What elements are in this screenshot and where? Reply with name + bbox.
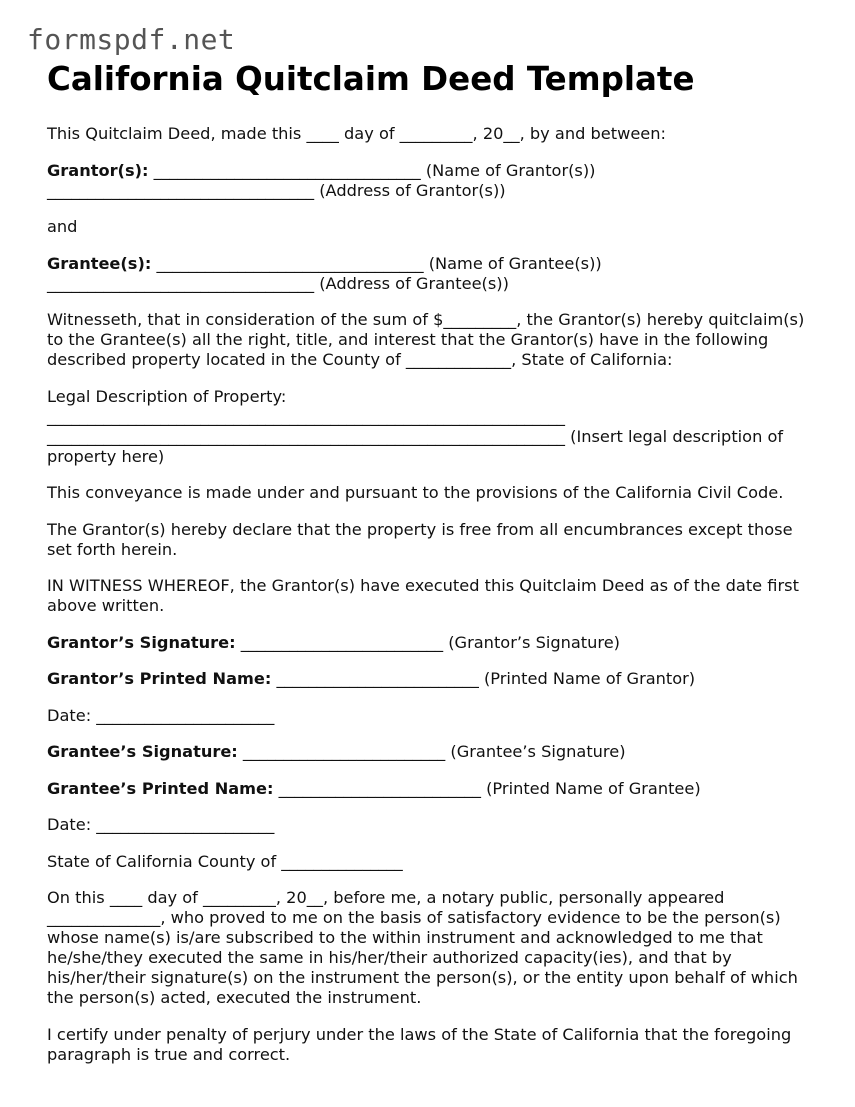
grantee-date-row: Date: ______________________ [47,815,275,834]
grantee-name-blank: _________________________________ (Name of Grantee(s)) [151,253,602,273]
deed-body [47,124,817,1081]
witness-whereof-paragraph: IN WITNESS WHEREOF, the Grantor(s) have executed this Quitclaim Deed as of the date first above written. [47,576,799,615]
notary-acknowledgment-paragraph: On this ____ day of _________, 20__, before me, a notary public, personally appeared ______________, who proved to me on the basis of satisfactory evidence to be the person(s) whose name(s) is/are subscribed to the within instrument and acknowledged to me that he/she/they executed the same in his/her/their authorized capacity(ies), and that by his/her/their signature(s) on the instrument the person(s), or the entity upon behalf of which the person(s) acted, executed the instrument. [47,888,798,1007]
legal-description-block [47,387,817,467]
grantee-label: Grantee(s): [47,253,152,273]
and-text: and [47,217,78,236]
grantor-signature-row [47,633,817,653]
witnesseth-paragraph: Witnesseth, that in consideration of the sum of $_________, the Grantor(s) hereby quitclaim(s) to the Grantee(s) all the right, title, and interest that the Grantor(s) have in the following described property located in the County of _____________, State of California: [47,310,805,369]
notary-certification-paragraph: I certify under penalty of perjury under the laws of the State of California that the foregoing paragraph is true and correct. [47,1024,792,1064]
grantee-signature-label: Grantee’s Signature: [47,742,238,761]
notary-county-row: State of California County of _______________ [47,851,403,871]
grantee-block [47,254,817,294]
grantor-signature-label: Grantor’s Signature: [47,632,236,652]
grantor-printed-name-blank: _________________________ (Printed Name of Grantor) [271,669,696,688]
grantee-name-row [47,254,817,274]
conveyance-paragraph: This conveyance is made under and pursuant to the provisions of the California Civil Code. [47,483,784,502]
grantee-signature-row [47,742,817,762]
legal-description-line-1: ________________________________________________________________ [47,406,565,426]
grantor-address-blank: _________________________________ (Address of Grantor(s)) [47,180,506,200]
grantor-label: Grantor(s): [47,160,149,180]
intro-paragraph: This Quitclaim Deed, made this ____ day of _________, 20__, by and between: [47,124,666,143]
document-title: California Quitclaim Deed Template [47,60,695,98]
legal-description-line-2: ________________________________________________________________ (Insert legal description of property here) [47,426,784,466]
grantee-printed-name-row [47,779,817,799]
grantor-name-blank: _________________________________ (Name of Grantor(s)) [148,160,596,180]
legal-description-label: Legal Description of Property: [47,386,287,406]
grantor-block [47,161,817,201]
grantee-signature-blank: _________________________ (Grantee’s Signature) [237,742,626,761]
grantor-printed-name-label: Grantor’s Printed Name: [47,669,272,688]
grantor-printed-name-row [47,669,817,689]
grantee-printed-name-label: Grantee’s Printed Name: [47,778,274,798]
encumbrances-paragraph: The Grantor(s) hereby declare that the property is free from all encumbrances except those set forth herein. [47,519,793,559]
grantor-signature-blank: _________________________ (Grantor’s Signature) [235,632,620,652]
grantor-name-row [47,161,817,181]
grantor-date-row: Date: ______________________ [47,705,275,725]
grantee-printed-name-blank: _________________________ (Printed Name of Grantee) [273,778,701,798]
watermark-logo: formspdf.net [27,23,236,56]
grantee-address-blank: _________________________________ (Address of Grantee(s)) [47,273,509,293]
